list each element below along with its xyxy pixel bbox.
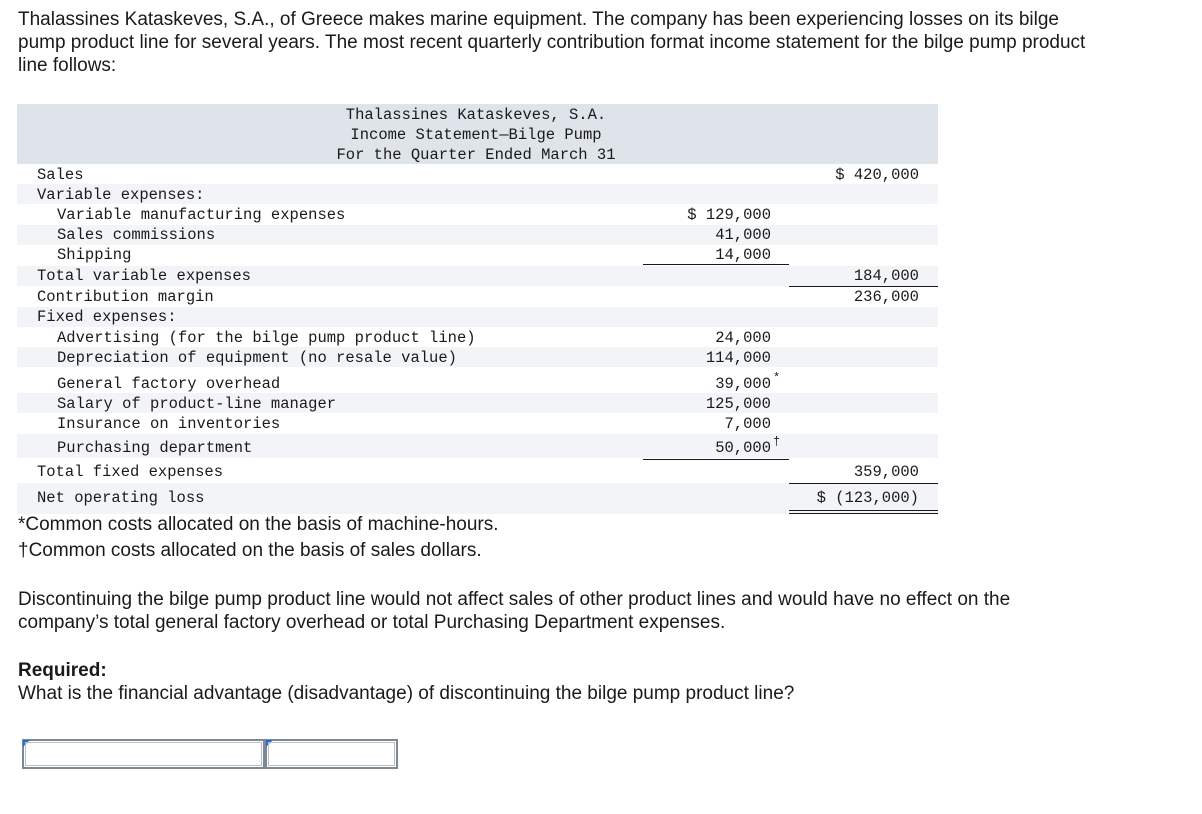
fixed-item-label: Purchasing department bbox=[57, 439, 253, 457]
fixed-item-label: Depreciation of equipment (no resale value) bbox=[57, 349, 457, 367]
dropdown-indicator-icon bbox=[266, 740, 273, 747]
fixed-item-row bbox=[17, 435, 938, 458]
fixed-item-amount: 125,000 bbox=[705, 395, 771, 413]
sales-total: $ 420,000 bbox=[835, 166, 919, 184]
fixed-item-amount: 114,000 bbox=[705, 349, 771, 367]
fixed-item-row bbox=[17, 328, 938, 348]
asterisk-footnote-mark: * bbox=[773, 371, 781, 385]
required-label: Required: bbox=[18, 660, 107, 681]
answer-label-input[interactable] bbox=[22, 739, 265, 769]
dagger-footnote-mark: † bbox=[773, 435, 781, 449]
variable-expenses-heading: Variable expenses: bbox=[37, 186, 205, 204]
total-variable-row bbox=[17, 266, 938, 286]
fixed-item-label: Advertising (for the bilge pump product line) bbox=[57, 329, 476, 347]
required-question: What is the financial advantage (disadvantage) of discontinuing the bilge pump product line? bbox=[18, 683, 795, 704]
fixed-item-row bbox=[17, 394, 938, 414]
variable-item-amount: 41,000 bbox=[715, 226, 771, 244]
total-fixed-row bbox=[17, 462, 938, 482]
subtotal-rule bbox=[643, 459, 789, 460]
required-section bbox=[18, 659, 1188, 705]
total-fixed-amount: 359,000 bbox=[853, 463, 919, 481]
fixed-item-row bbox=[17, 348, 938, 368]
statement-company-name: Thalassines Kataskeves, S.A. bbox=[345, 106, 607, 124]
variable-item-amount: $ 129,000 bbox=[687, 206, 771, 224]
double-rule-top bbox=[789, 510, 938, 511]
sales-label: Sales bbox=[37, 166, 84, 184]
fixed-expenses-heading-row bbox=[17, 307, 938, 327]
variable-item-label: Variable manufacturing expenses bbox=[57, 206, 346, 224]
net-operating-loss-label: Net operating loss bbox=[37, 489, 205, 507]
fixed-item-amount: 39,000 bbox=[715, 375, 771, 393]
variable-item-row bbox=[17, 225, 938, 245]
variable-item-label: Shipping bbox=[57, 246, 132, 264]
problem-intro bbox=[18, 8, 1202, 77]
variable-expenses-heading-row bbox=[17, 185, 938, 205]
fixed-item-label: General factory overhead bbox=[57, 375, 281, 393]
variable-item-amount: 14,000 bbox=[715, 246, 771, 264]
sales-row bbox=[17, 165, 938, 185]
intro-line-1: Thalassines Kataskeves, S.A., of Greece makes marine equipment. The company has been experiencing losses on its bilge bbox=[18, 9, 1059, 30]
footnote-sales-dollars: †Common costs allocated on the basis of sales dollars. bbox=[18, 540, 482, 561]
fixed-item-amount: 24,000 bbox=[715, 329, 771, 347]
paragraph-line-1: Discontinuing the bilge pump product line would not affect sales of other product lines and would have no effect on the bbox=[18, 589, 1011, 610]
contribution-margin-amount: 236,000 bbox=[853, 288, 919, 306]
variable-item-label: Sales commissions bbox=[57, 226, 216, 244]
fixed-item-row bbox=[17, 371, 938, 394]
discontinue-paragraph bbox=[18, 588, 1188, 634]
fixed-item-label: Salary of product-line manager bbox=[57, 395, 337, 413]
variable-item-row bbox=[17, 245, 938, 265]
contribution-margin-row bbox=[17, 287, 938, 307]
net-operating-loss-amount: $ (123,000) bbox=[816, 489, 919, 507]
statement-title: Income Statement—Bilge Pump bbox=[350, 126, 602, 144]
intro-line-2: pump product line for several years. The most recent quarterly contribution format income statement for the bilge pump product bbox=[18, 32, 1086, 53]
fixed-expenses-heading: Fixed expenses: bbox=[37, 308, 177, 326]
variable-item-row bbox=[17, 205, 938, 225]
net-operating-loss-row bbox=[17, 488, 938, 508]
fixed-item-amount: 7,000 bbox=[724, 415, 771, 433]
fixed-item-amount: 50,000 bbox=[715, 439, 771, 457]
contribution-margin-label: Contribution margin bbox=[37, 288, 214, 306]
fixed-item-label: Insurance on inventories bbox=[57, 415, 281, 433]
answer-amount-input[interactable] bbox=[265, 739, 398, 769]
fixed-item-row bbox=[17, 414, 938, 434]
footnote-machine-hours: *Common costs allocated on the basis of machine-hours. bbox=[18, 514, 499, 535]
income-statement bbox=[17, 104, 938, 514]
subtotal-rule bbox=[643, 264, 789, 265]
double-rule-bottom bbox=[789, 513, 938, 514]
total-fixed-label: Total fixed expenses bbox=[37, 463, 224, 481]
paragraph-line-2: company’s total general factory overhead or total Purchasing Department expenses. bbox=[18, 612, 726, 633]
total-variable-label: Total variable expenses bbox=[37, 267, 251, 285]
subtotal-rule bbox=[789, 483, 938, 484]
intro-line-3: line follows: bbox=[18, 55, 117, 76]
statement-period: For the Quarter Ended March 31 bbox=[336, 146, 616, 164]
total-variable-amount: 184,000 bbox=[853, 267, 919, 285]
dropdown-indicator-icon bbox=[23, 740, 30, 747]
